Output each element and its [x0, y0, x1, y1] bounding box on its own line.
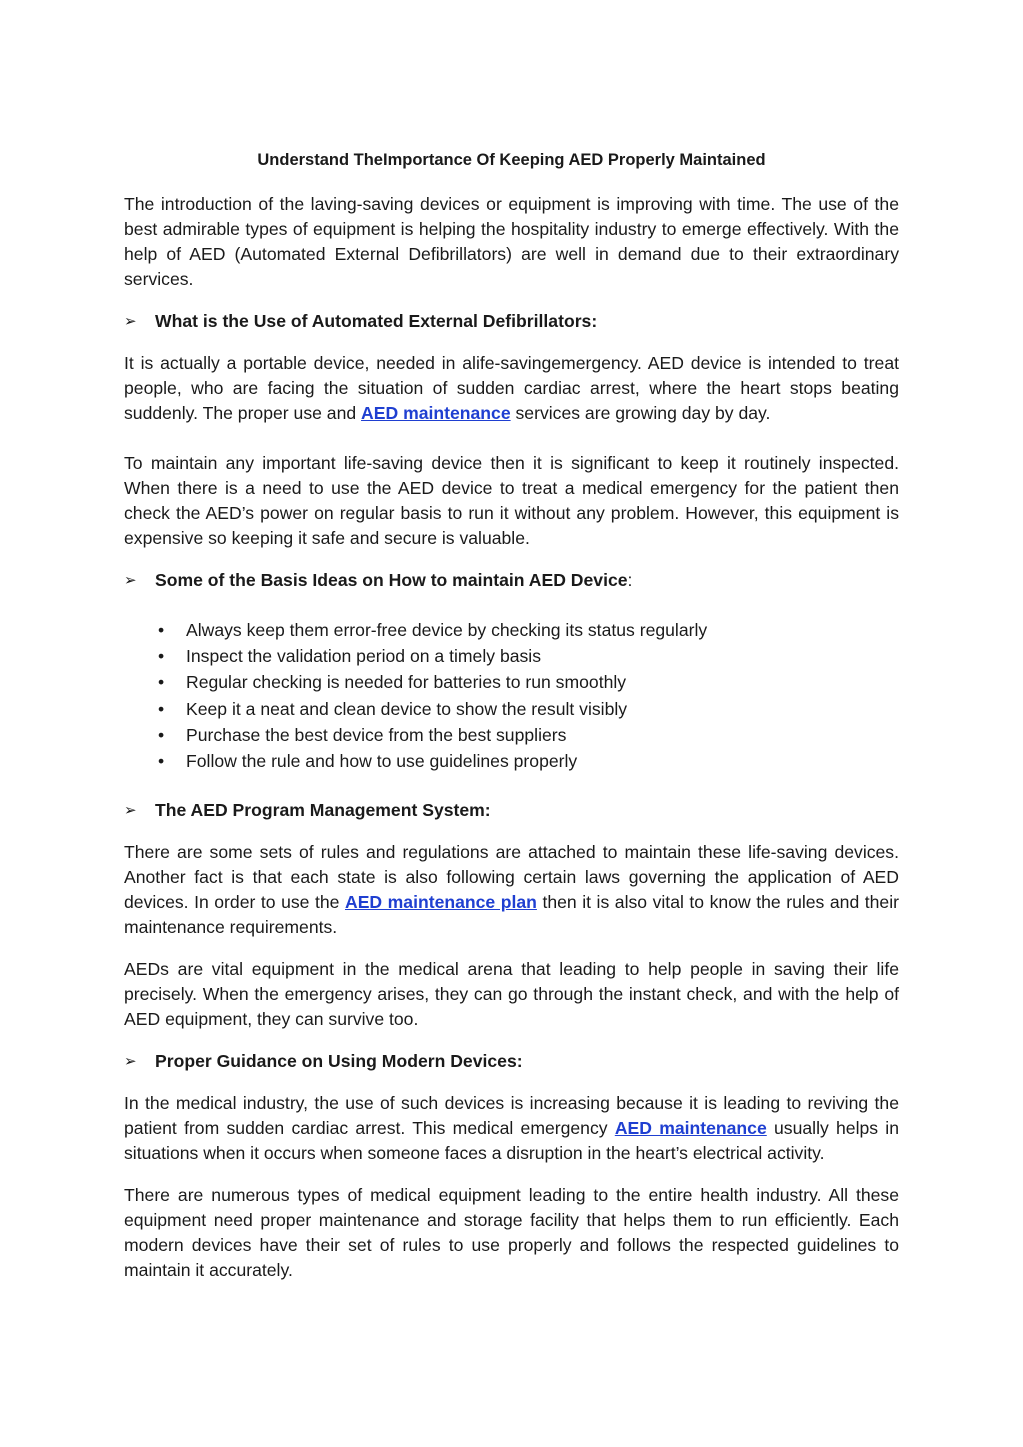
- list-item: [124, 643, 899, 669]
- section-paragraph: [124, 351, 899, 426]
- arrow-bullet-icon: ➢: [124, 313, 137, 330]
- bullet-dot-icon: •: [158, 751, 165, 772]
- intro-paragraph: The introduction of the laving-saving devices or equipment is improving with time. The use of the best admirable types of equipment is helping the hospitality industry to emerge effectively. With the help of AED (Automated External Defibrillators) are well in demand due to their extraordinary services.: [124, 194, 899, 289]
- paragraph-text: There are some sets of rules and regulations are attached to maintain these life-saving devices. Another fact is that each state is also following certain laws governing the application of AED devices. In order to use the: [124, 842, 899, 913]
- bullet-dot-icon: •: [158, 646, 165, 667]
- bullet-dot-icon: •: [158, 698, 165, 719]
- list-item: [124, 669, 899, 695]
- section-heading-aed-use: [124, 309, 899, 334]
- list-item: [124, 722, 899, 748]
- list-item: [124, 696, 899, 722]
- aed-maintenance-plan-link[interactable]: AED maintenance plan: [344, 892, 537, 913]
- section-paragraph: [124, 840, 899, 940]
- section-heading-text: Some of the Basis Ideas on How to maintain AED Device: [155, 570, 628, 590]
- paragraph-text: then it is also vital to know the rules and their maintenance requirements.: [124, 892, 899, 938]
- heading-suffix: :: [627, 570, 633, 590]
- section-paragraph: [124, 1091, 899, 1166]
- paragraph-text: usually helps in situations when it occurs when someone faces a disruption in the heart’s electrical activity.: [124, 1118, 900, 1164]
- list-item-text: Inspect the validation period on a timely basis: [186, 646, 542, 667]
- section-heading-maintain-ideas: [124, 568, 899, 593]
- section-paragraph: AEDs are vital equipment in the medical arena that leading to help people in saving their life precisely. When the emergency arises, they can go through the instant check, and with the help of AED equipment, they can survive too.: [124, 959, 899, 1030]
- list-item-text: Keep it a neat and clean device to show the result visibly: [186, 698, 628, 719]
- bullet-dot-icon: •: [158, 620, 165, 640]
- section-heading-text: What is the Use of Automated External Defibrillators:: [155, 311, 598, 331]
- paragraph-text: It is actually a portable device, needed in alife-savingemergency. AED device is intended to treat people, who are facing the situation of sudden cardiac arrest, where the heart stops beating suddenly. The proper use and: [124, 353, 899, 423]
- list-item-text: Purchase the best device from the best suppliers: [186, 724, 567, 745]
- arrow-bullet-icon: ➢: [124, 572, 137, 589]
- section-paragraph: There are numerous types of medical equipment leading to the entire health industry. All these equipment need proper maintenance and storage facility that helps them to run efficiently. Each modern devices have their set of rules to use properly and follows the respected guidelines to maintain it accurately.: [124, 1185, 899, 1281]
- arrow-bullet-icon: ➢: [124, 1053, 137, 1071]
- document-title: Understand TheImportance Of Keeping AED Properly Maintained: [257, 151, 766, 169]
- section-paragraph: To maintain any important life-saving device then it is significant to keep it routinely inspected. When there is a need to use the AED device to treat a medical emergency for the patient then check the AED’s power on regular basis to run it without any problem. However, this equipment is expensive so keeping it safe and secure is valuable.: [124, 453, 899, 548]
- section-heading-proper-guidance: [124, 1049, 899, 1074]
- paragraph-text: In the medical industry, the use of such devices is increasing because it is leading to reviving the patient from sudden cardiac arrest. This medical emergency: [124, 1093, 899, 1139]
- list-item: [124, 617, 899, 643]
- list-item-text: Follow the rule and how to use guidelines properly: [186, 751, 578, 772]
- aed-maintenance-link[interactable]: AED maintenance: [361, 403, 511, 423]
- list-item: [124, 748, 899, 774]
- bullet-dot-icon: •: [158, 724, 165, 745]
- section-heading-text: The AED Program Management System:: [155, 800, 491, 821]
- spacer: [124, 774, 899, 798]
- aed-maintenance-link[interactable]: AED maintenance: [614, 1118, 767, 1139]
- document-page: [124, 148, 899, 1300]
- paragraph-text: services are growing day by day.: [510, 403, 771, 423]
- arrow-bullet-icon: ➢: [124, 802, 137, 820]
- list-item-text: Regular checking is needed for batteries to run smoothly: [186, 672, 627, 693]
- list-item-text: Always keep them error-free device by checking its status regularly: [186, 620, 708, 640]
- bullet-dot-icon: •: [158, 672, 165, 693]
- section-heading-program-management: [124, 798, 899, 823]
- section-heading-text: Proper Guidance on Using Modern Devices:: [155, 1051, 523, 1072]
- maintenance-tips-list: [124, 610, 899, 774]
